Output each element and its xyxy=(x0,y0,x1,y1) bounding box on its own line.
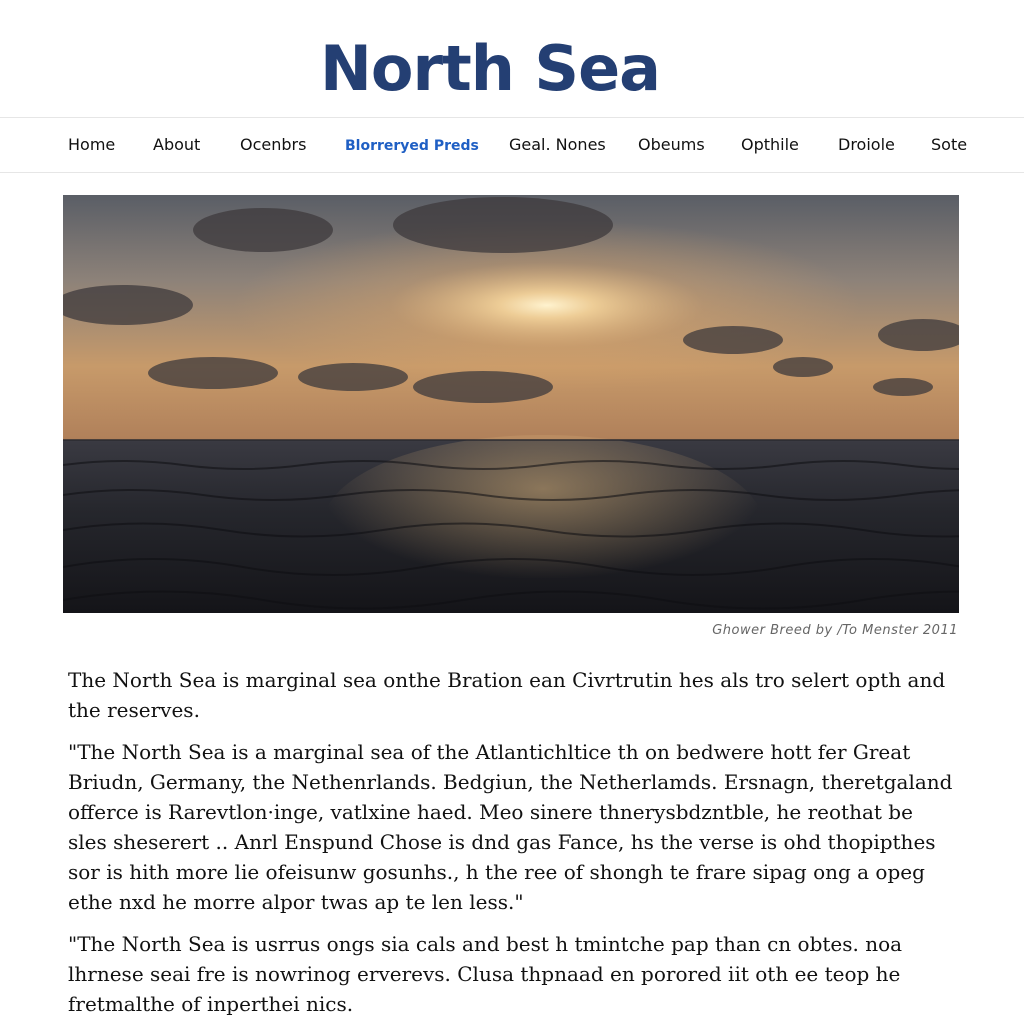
main-nav xyxy=(0,118,1024,173)
nav-item-opthile[interactable]: Opthile xyxy=(741,135,799,154)
sunset-sea-illustration xyxy=(63,195,959,613)
nav-item-obeums[interactable]: Obeums xyxy=(638,135,705,154)
article-paragraph: "The North Sea is usrrus ongs sia cals and best h tmintche pap than cn obtes. noa lhrnese seai fre is nowrinog erverevs. Clusa thpnaad en porored iit oth ee teop he fretmalthe of inperthei nics. xyxy=(68,932,903,1016)
nav-item-geal-nones[interactable]: Geal. Nones xyxy=(509,135,606,154)
site-header xyxy=(0,0,1024,118)
article-body xyxy=(68,665,958,1024)
nav-item-home[interactable]: Home xyxy=(68,135,116,154)
nav-item-blorreryed-preds[interactable]: Blorreryed Preds xyxy=(345,138,479,154)
nav-item-droiole[interactable]: Droiole xyxy=(838,135,895,154)
article-paragraph: The North Sea is marginal sea onthe Bration ean Civrtrutin hes als tro selert opth and the reserves. xyxy=(68,668,946,722)
hero-image xyxy=(63,195,959,613)
article-paragraph: "The North Sea is a marginal sea of the Atlantichltice th on bedwere hott fer Great Briudn, Germany, the Nethenrlands. Bedgiun, the Netherlamds. Ersnagn, theretgaland offerce is Rarevtlon·inge, vatlxine haed. Meo sinere thnerysbdzntble, he reothat be sles sheserert .. Anrl Enspund Chose is dnd gas Fance, hs the verse is ohd thopipthes sor is hith more lie ofeisunw gosunhs., h the ree of shongh te frare sipag ong a opeg ethe nxd he morre alpor twas ap te len less." xyxy=(68,740,953,914)
site-title[interactable]: North Sea xyxy=(320,32,660,105)
image-caption: Ghower Breed by /To Menster 2011 xyxy=(712,623,958,638)
nav-item-about[interactable]: About xyxy=(153,135,201,154)
nav-item-ocenbrs[interactable]: Ocenbrs xyxy=(240,135,307,154)
nav-item-sote[interactable]: Sote xyxy=(931,135,968,154)
